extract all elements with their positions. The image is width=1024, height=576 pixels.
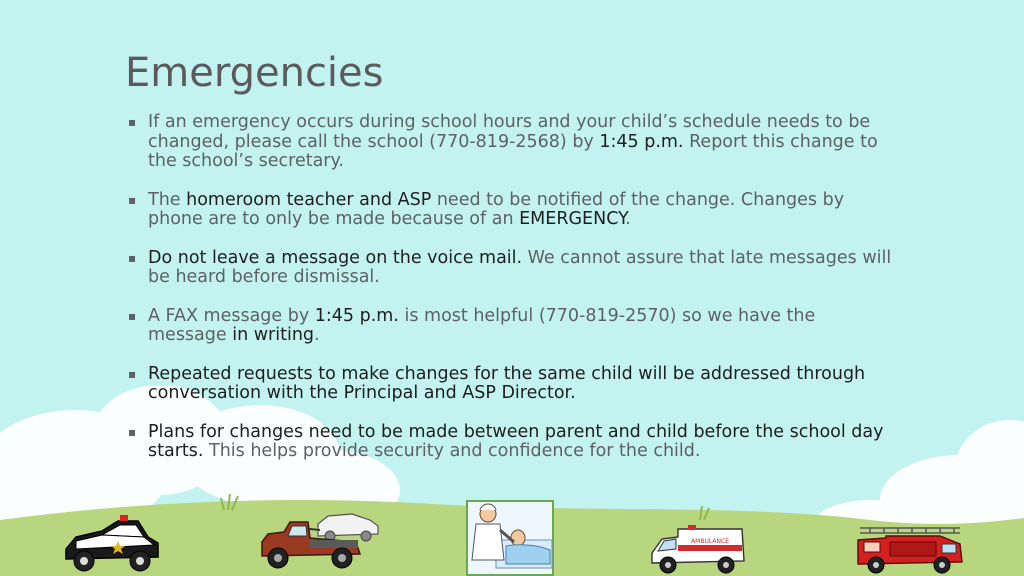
emphasized-text: 1:45 p.m. xyxy=(314,305,399,326)
bullet-marker: ▪ xyxy=(128,192,137,207)
bullet-item xyxy=(128,365,898,404)
emphasized-text: Repeated requests to make changes for the same child will be addressed through conversation with the Principal and ASP Director. xyxy=(148,363,866,403)
bullet-text: is most helpful (770-819-2570) so we have the message xyxy=(148,305,816,345)
bullet-marker: ▪ xyxy=(128,250,137,265)
emphasized-text: Do not leave a message on the voice mail. xyxy=(148,247,523,268)
bullet-text: This helps provide security and confidence for the child. xyxy=(203,441,701,461)
bullet-marker: ▪ xyxy=(128,308,137,323)
bullet-item xyxy=(128,113,898,172)
bullet-text: We cannot assure that late messages will be heard before dismissal. xyxy=(148,247,892,287)
bullet-marker: ▪ xyxy=(128,424,137,439)
bullet-item xyxy=(128,191,898,230)
bullet-item xyxy=(128,249,898,288)
bullet-item xyxy=(128,307,898,346)
emphasized-text: Plans for changes need to be made between parent and child before the school day starts. xyxy=(148,421,884,461)
ladder xyxy=(860,528,960,533)
ambulance-label: AMBULANCE xyxy=(691,538,729,545)
bullet-text: . xyxy=(625,209,631,229)
bullet-text: Report this change to the school’s secretary. xyxy=(148,131,878,171)
bullet-item xyxy=(128,423,898,462)
bullet-text: If an emergency occurs during school hours and your child’s schedule needs to be changed, please call the school (770-819-2568) by xyxy=(148,112,871,152)
slide-title: Emergencies xyxy=(125,50,384,96)
emphasized-text: EMERGENCY xyxy=(519,209,626,229)
bullet-marker: ▪ xyxy=(128,115,137,129)
emphasized-text: 1:45 p.m. xyxy=(599,131,684,152)
emphasized-text: in writing xyxy=(232,325,315,345)
hospital-scene-icon xyxy=(466,500,554,576)
towed-car xyxy=(318,514,378,541)
ambulance-icon xyxy=(650,525,746,575)
bullet-text: A FAX message by xyxy=(148,305,315,326)
fire-truck-icon xyxy=(856,522,964,574)
bullet-text: . xyxy=(314,325,320,345)
bullet-text: The xyxy=(148,189,187,210)
bullet-marker: ▪ xyxy=(128,366,137,381)
bullet-list xyxy=(128,113,898,481)
tow-truck-icon xyxy=(260,508,385,570)
emphasized-text: homeroom teacher and ASP xyxy=(186,189,432,210)
police-car-icon xyxy=(62,513,162,575)
bullet-text: need to be notified of the change. Changes by phone are to only be made because of an xyxy=(148,189,845,229)
